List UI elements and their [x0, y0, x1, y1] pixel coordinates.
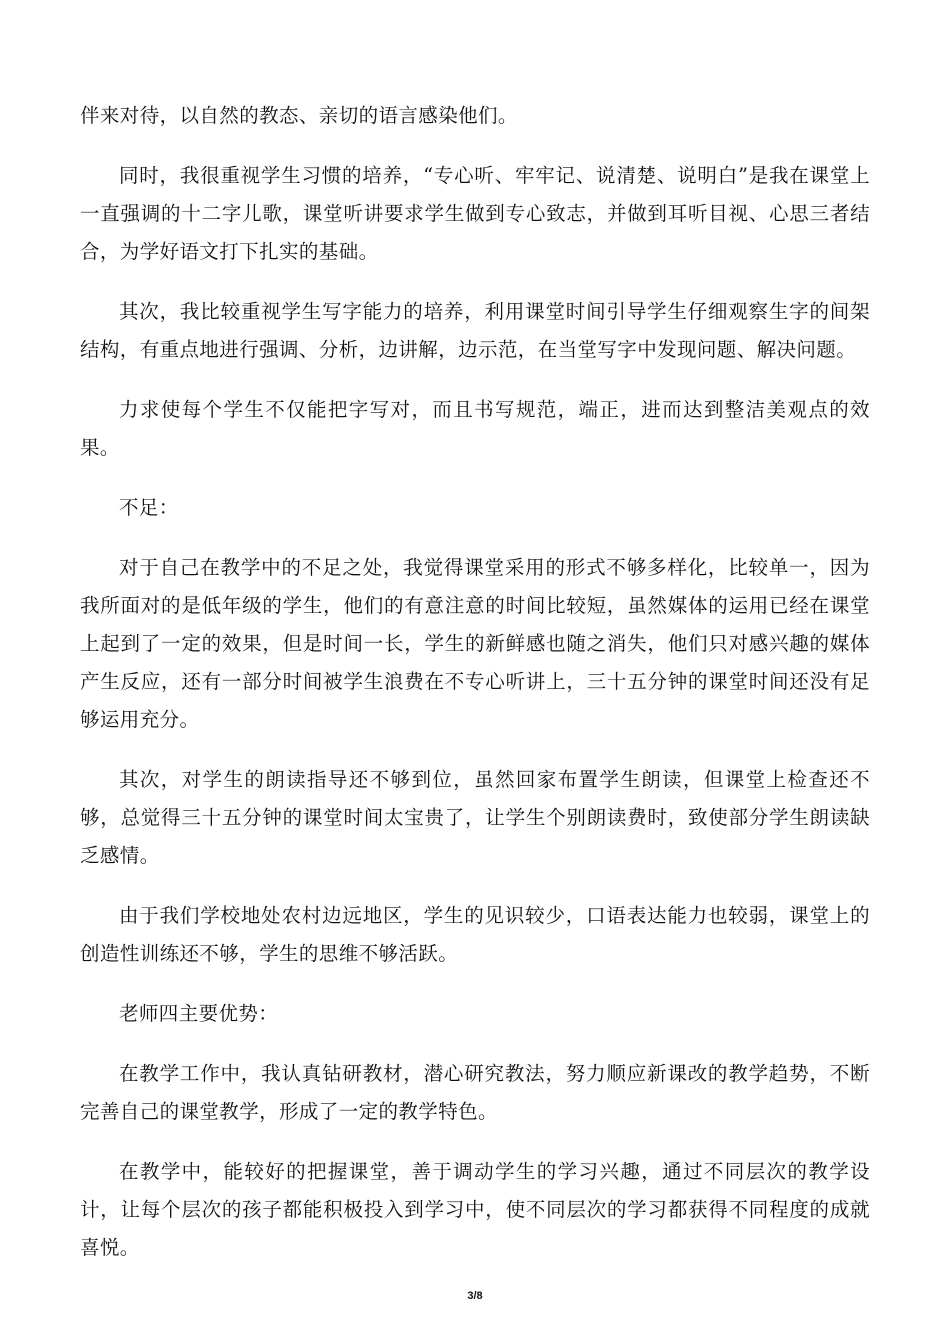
paragraph: 同时，我很重视学生习惯的培养，“专心听、牢牢记、说清楚、说明白”是我在课堂上一直强调的十二字儿歌，课堂听讲要求学生做到专心致志，并做到耳听目视、心思三者结合，为学好语文打下扎实的基础。: [80, 164, 870, 263]
paragraph: 伴来对待，以自然的教态、亲切的语言感染他们。: [80, 104, 518, 127]
paragraph: 由于我们学校地处农村边远地区，学生的见识较少，口语表达能力也较弱，课堂上的创造性训练还不够，学生的思维不够活跃。: [80, 904, 870, 965]
paragraph: 对于自己在教学中的不足之处，我觉得课堂采用的形式不够多样化，比较单一，因为我所面对的是低年级的学生，他们的有意注意的时间比较短，虽然媒体的运用已经在课堂上起到了一定的效果，但是时间一长，学生的新鲜感也随之消失，他们只对感兴趣的媒体产生反应，还有一部分时间被学生浪费在不专心听讲上，三十五分钟的课堂时间还没有足够运用充分。: [80, 556, 870, 731]
page-number: 3/8: [467, 1290, 483, 1302]
section-heading-advantages: 老师四主要优势：: [119, 1002, 279, 1025]
paragraph: 在教学中，能较好的把握课堂，善于调动学生的学习兴趣，通过不同层次的教学设计，让每个层次的孩子都能积极投入到学习中，使不同层次的学习都获得不同程度的成就喜悦。: [80, 1160, 870, 1259]
paragraph: 其次，对学生的朗读指导还不够到位，虽然回家布置学生朗读，但课堂上检查还不够，总觉得三十五分钟的课堂时间太宝贵了，让学生个别朗读费时，致使部分学生朗读缺乏感情。: [80, 768, 870, 867]
paragraph: 在教学工作中，我认真钻研教材，潜心研究教法，努力顺应新课改的教学趋势，不断完善自己的课堂教学，形成了一定的教学特色。: [80, 1062, 870, 1123]
document-body: [80, 97, 870, 1289]
paragraph: 其次，我比较重视学生写字能力的培养，利用课堂时间引导学生仔细观察生字的间架结构，有重点地进行强调、分析，边讲解，边示范，在当堂写字中发现问题、解决问题。: [80, 300, 870, 361]
section-heading-shortcomings: 不足：: [119, 496, 179, 519]
paragraph: 力求使每个学生不仅能把字写对，而且书写规范，端正，进而达到整洁美观点的效果。: [80, 398, 870, 459]
